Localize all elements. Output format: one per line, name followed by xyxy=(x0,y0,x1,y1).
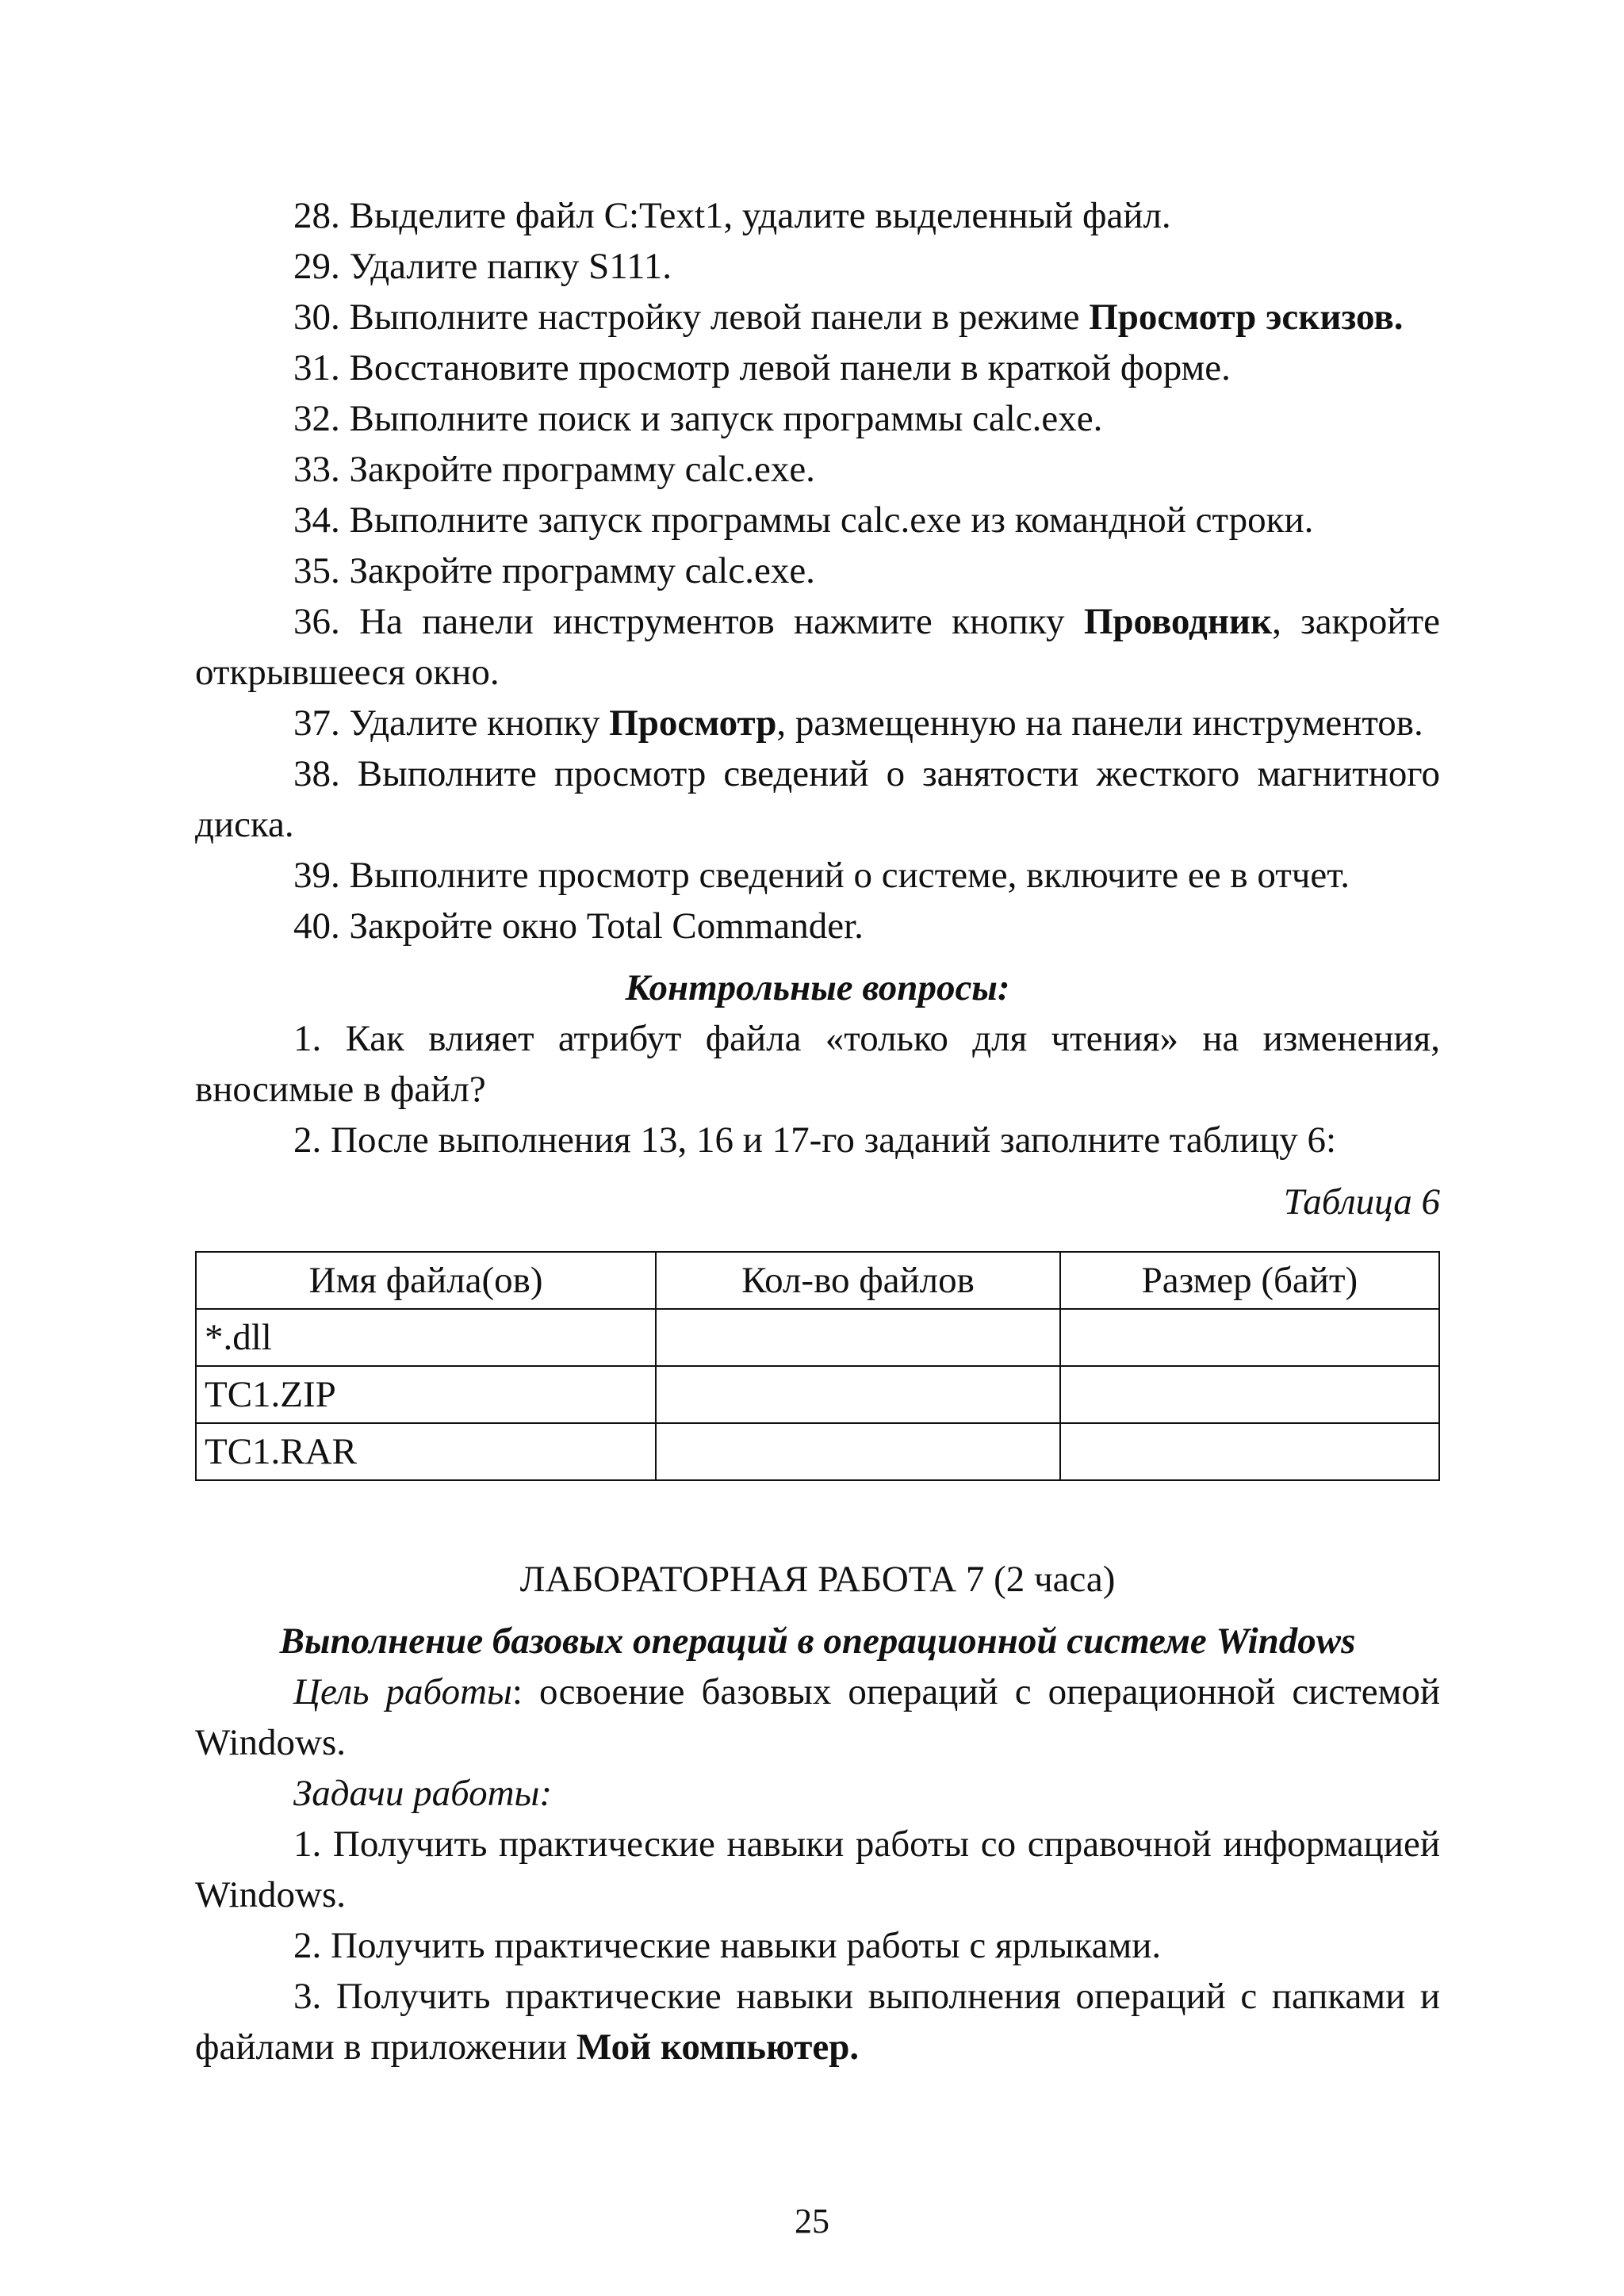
list-item: 39. Выполните просмотр сведений о системе, включите ее в отчет. xyxy=(293,855,1350,896)
table-header-row xyxy=(196,1252,1439,1309)
questions-heading: Контрольные вопросы: xyxy=(625,967,1010,1008)
bold-term: Просмотр xyxy=(609,702,777,744)
table-cell xyxy=(656,1309,1060,1366)
table-cell xyxy=(1060,1309,1439,1366)
table-cell xyxy=(1060,1423,1439,1480)
list-item: 38. Выполните просмотр сведений о занятости жесткого магнитного диска. xyxy=(195,753,1440,845)
list-item: 29. Удалите папку S111. xyxy=(293,246,672,287)
table-cell: TC1.RAR xyxy=(196,1423,656,1480)
lab-goal: Цель работы: освоение базовых операций с операционной системой Windows. xyxy=(195,1671,1440,1763)
list-item: 31. Восстановите просмотр левой панели в краткой форме. xyxy=(293,347,1231,388)
bold-term: Просмотр эскизов. xyxy=(1089,297,1404,338)
task-item: 3. Получить практические навыки выполнения операций с папками и файлами в приложении Мой компьютер. xyxy=(195,1976,1440,2068)
table-row xyxy=(196,1309,1439,1366)
list-item: 37. Удалите кнопку Просмотр, размещенную на панели инструментов. xyxy=(293,702,1423,744)
table-row xyxy=(196,1366,1439,1423)
tasks-label: Задачи работы: xyxy=(293,1773,553,1814)
column-header: Кол-во файлов xyxy=(656,1252,1060,1309)
files-table xyxy=(195,1251,1440,1481)
list-item: 33. Закройте программу calc.exe. xyxy=(293,449,815,490)
column-header: Размер (байт) xyxy=(1060,1252,1439,1309)
task-item: 1. Получить практические навыки работы со справочной информацией Windows. xyxy=(195,1823,1440,1915)
list-item: 36. На панели инструментов нажмите кнопку Проводник, закройте открывшееся окно. xyxy=(195,601,1440,693)
table-row xyxy=(196,1423,1439,1480)
bold-term: Мой компьютер. xyxy=(576,2026,860,2068)
page-content xyxy=(195,190,1440,2072)
list-item: 30. Выполните настройку левой панели в режиме Просмотр эскизов. xyxy=(293,297,1404,338)
bold-term: Проводник xyxy=(1083,601,1273,642)
page-number: 25 xyxy=(795,2202,829,2241)
question-item: 1. Как влияет атрибут файла «только для чтения» на изменения, вносимые в файл? xyxy=(195,1018,1440,1110)
list-item: 28. Выделите файл C:Text1, удалите выделенный файл. xyxy=(293,195,1171,236)
question-item: 2. После выполнения 13, 16 и 17-го заданий заполните таблицу 6: xyxy=(293,1119,1337,1161)
column-header: Имя файла(ов) xyxy=(196,1252,656,1309)
task-item: 2. Получить практические навыки работы с ярлыками. xyxy=(293,1925,1162,1966)
list-item: 34. Выполните запуск программы calc.exe из командной строки. xyxy=(293,499,1314,541)
table-cell: TC1.ZIP xyxy=(196,1366,656,1423)
table-cell: *.dll xyxy=(196,1309,656,1366)
lab-title: ЛАБОРАТОРНАЯ РАБОТА 7 (2 часа) xyxy=(519,1559,1116,1600)
goal-label: Цель работы xyxy=(293,1671,512,1712)
table-cell xyxy=(656,1423,1060,1480)
table-caption: Таблица 6 xyxy=(1283,1181,1440,1223)
list-item: 35. Закройте программу calc.exe. xyxy=(293,550,815,591)
list-item: 40. Закройте окно Total Commander. xyxy=(293,905,864,947)
list-item: 32. Выполните поиск и запуск программы calc.exe. xyxy=(293,398,1103,439)
lab-subtitle: Выполнение базовых операций в операционной системе Windows xyxy=(279,1621,1356,1662)
table-cell xyxy=(656,1366,1060,1423)
table-cell xyxy=(1060,1366,1439,1423)
